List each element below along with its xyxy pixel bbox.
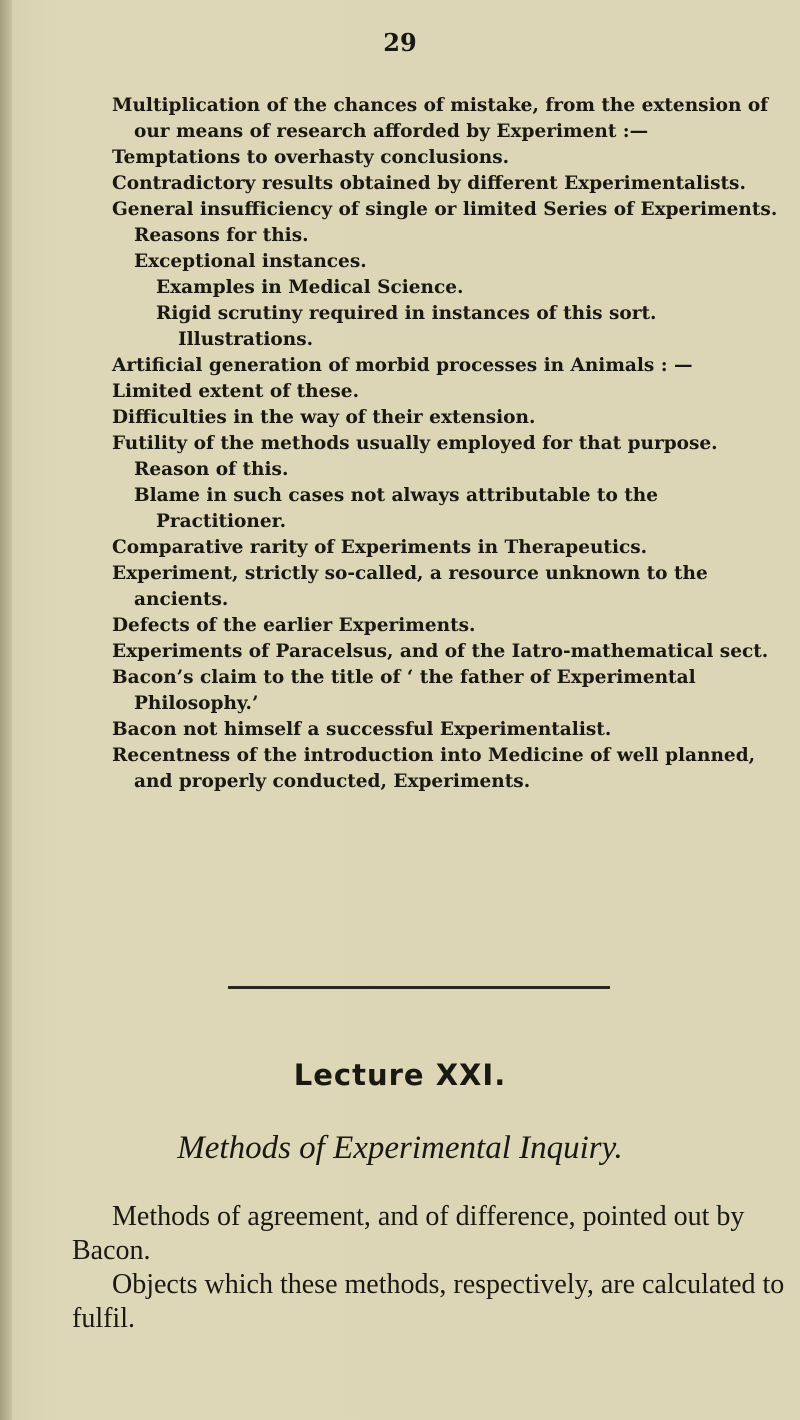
contents-item: Experiment, strictly so-called, a resource unknown to the ancients.: [112, 563, 708, 610]
body-paragraph: Methods of agreement, and of difference, pointed out by Bacon.: [72, 1201, 745, 1266]
contents-item: Defects of the earlier Experiments.: [112, 615, 476, 636]
lecture-subtitle: Methods of Experimental Inquiry.: [177, 1130, 623, 1166]
contents-item: Multiplication of the chances of mistake, from the extension of our means of research afforded by Experiment :—: [112, 95, 769, 142]
contents-item: Reasons for this.: [134, 225, 309, 246]
contents-item: Recentness of the introduction into Medicine of well planned, and properly conducted, Experiments.: [112, 745, 756, 792]
contents-item: General insufficiency of single or limited Series of Experiments.: [112, 199, 778, 220]
contents-item: Artificial generation of morbid processes in Animals : —: [112, 355, 693, 376]
lecture-body: [72, 1200, 790, 1336]
contents-item: Bacon’s claim to the title of ‘ the father of Experimental Philosophy.’: [112, 667, 696, 714]
lecture-title: Lecture XXI.: [293, 1058, 507, 1092]
contents-item: Futility of the methods usually employed for that purpose.: [112, 433, 718, 454]
contents-item: Reason of this.: [134, 459, 289, 480]
book-spine-shadow: [0, 0, 12, 1420]
section-divider-rule: [228, 986, 610, 989]
contents-item: Contradictory results obtained by different Experimentalists.: [112, 173, 746, 194]
contents-item: Bacon not himself a successful Experimentalist.: [112, 719, 612, 740]
contents-item: Limited extent of these.: [112, 381, 360, 402]
contents-item: Examples in Medical Science.: [156, 277, 464, 298]
lecture-contents-list: [112, 93, 784, 795]
contents-item: Comparative rarity of Experiments in Therapeutics.: [112, 537, 648, 558]
contents-item: Experiments of Paracelsus, and of the Iatro-mathematical sect.: [112, 641, 769, 662]
contents-item: Rigid scrutiny required in instances of this sort. Illustrations.: [156, 303, 657, 350]
contents-item: Blame in such cases not always attributable to the Practitioner.: [134, 485, 659, 532]
contents-item: Exceptional instances.: [134, 251, 367, 272]
body-paragraph: Objects which these methods, respectively, are calculated to fulfil.: [72, 1269, 785, 1334]
contents-item: Difficulties in the way of their extension.: [112, 407, 536, 428]
contents-item: Temptations to overhasty conclusions.: [112, 147, 510, 168]
page-number: 29: [383, 28, 417, 57]
